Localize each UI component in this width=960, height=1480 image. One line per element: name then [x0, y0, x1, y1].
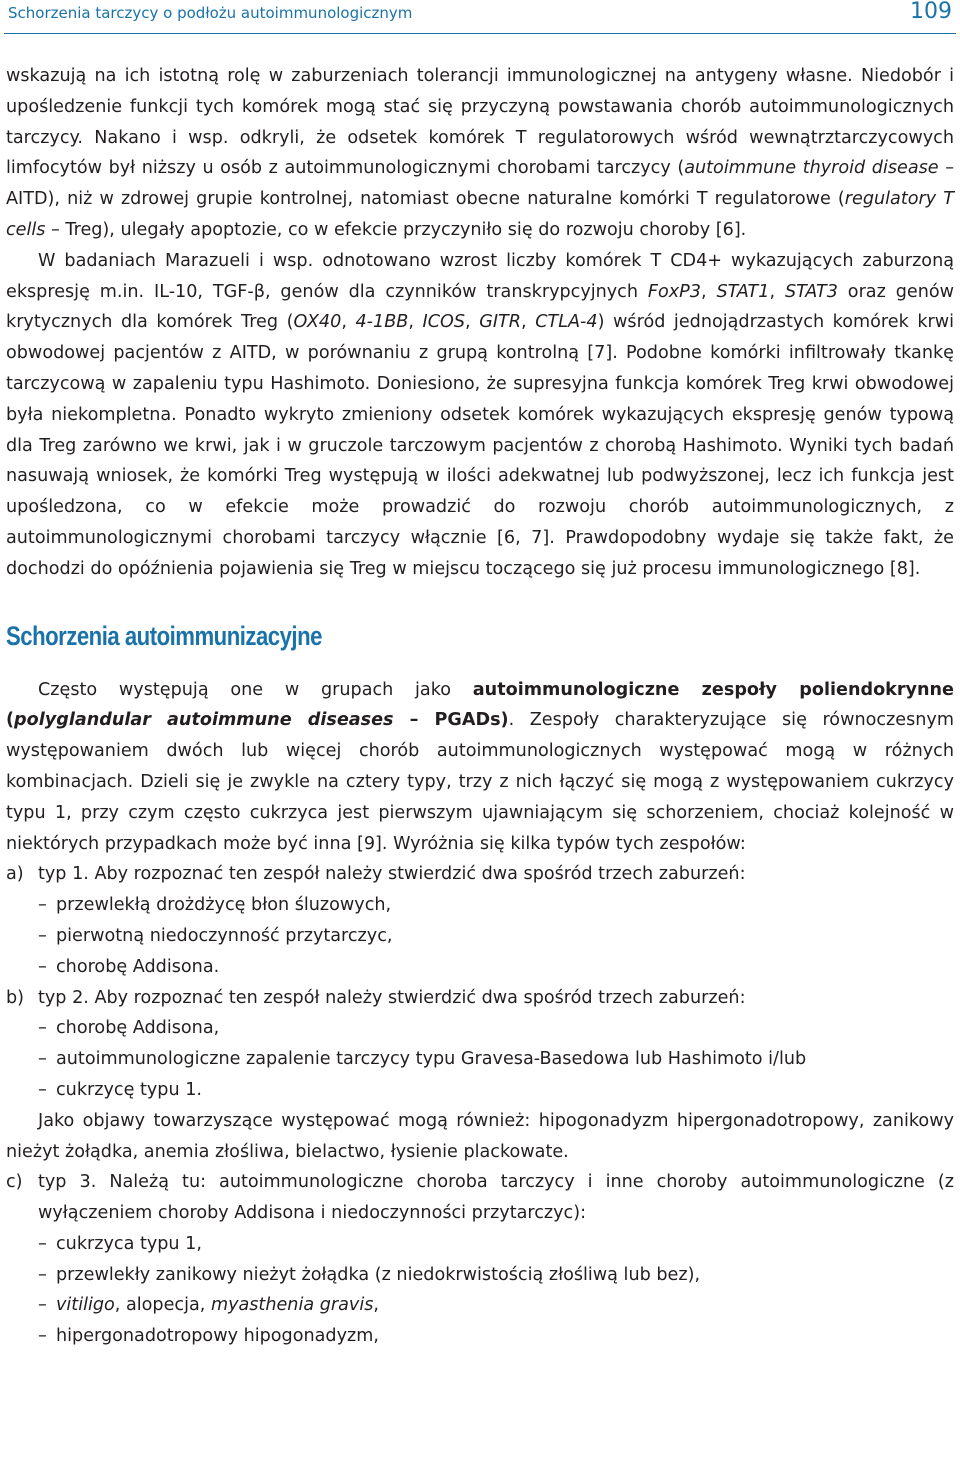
text-run: , alopecja, [114, 1295, 211, 1316]
list-label: c) [6, 1172, 23, 1193]
text-run: Często występują one w grupach jako [38, 679, 473, 700]
paragraph-3 [6, 675, 954, 860]
text-run: , [701, 281, 717, 302]
list-text: typ 2. Aby rozpoznać ten zespół należy stwierdzić dwa spośród trzech zaburzeń: [38, 987, 746, 1008]
type-c-heading [6, 1167, 954, 1229]
gene-name: ICOS [422, 312, 466, 333]
bold-term: autoimmunologiczne zespoły poliendokrynne ( [6, 679, 954, 731]
text-run: ) wśród jednojądrzastych komórek krwi obwodowej pacjentów z AITD, w porównaniu z grupą kontrolną [7]. Podobne komórki infiltrowały tkankę tarczycową w zapaleniu typu Hashimoto. Doniesiono, że supresyjna funkcja komórek Treg krwi obwodowej była niekompletna. Ponadto wykryto zmieniony odsetek komórek wykazujących ekspresję genów typową dla Treg zarówno we krwi, jak i w gruczole tarczowym pacjentów z chorobą Hashimoto. Wyniki tych badań nasuwają wniosek, że komórki Treg występują w ilości adekwatnej lub podwyższonej, lecz ich funkcja jest upośledzona, co w efekcie może prowadzić do rozwoju chorób autoimmunologicznych, z autoimmunologicznymi chorobami tarczycy włącznie [6, 7]. Prawdopodobny wydaje się także fakt, że dochodzi do opóźnienia pojawienia się Treg w miejscu toczącego się już procesu immunologicznego [8]. [6, 312, 955, 579]
text-run: wskazują na ich istotną rolę w zaburzeniach tolerancji immunologicznej na antygeny własne. Niedobór i upośledzenie funkcji tych komórek mogą stać się przyczyną powstawania chorób autoimmunologicznych tarczycy. Nakano i wsp. odkryli, że odsetek komórek T regulatorowych wśród wewnątrztarczycowych limfocytów był niższy u osób z autoimmunologicznymi chorobami tarczycy ( [6, 66, 954, 179]
italic-term: regulatory T cells [6, 189, 954, 240]
paragraph-1 [6, 61, 954, 246]
list-label: a) [6, 864, 24, 885]
list-item: – przewlekły zanikowy nieżyt żołądka (z niedokrwistością złośliwą lub bez), [6, 1260, 954, 1291]
page-header [0, 0, 960, 34]
italic-term: vitiligo [56, 1295, 115, 1316]
gene-name: FoxP3 [647, 281, 701, 302]
gene-name: 4-1BB [355, 312, 409, 333]
list-text: typ 1. Aby rozpoznać ten zespół należy stwierdzić dwa spośród trzech zaburzeń: [38, 864, 746, 885]
gene-name: OX40 [293, 312, 342, 333]
text-run: , [465, 312, 480, 333]
bold-italic-term: polyglandular autoimmune diseases [14, 710, 394, 731]
italic-term: myasthenia gravis [210, 1295, 374, 1316]
list-item: – autoimmunologiczne zapalenie tarczycy typu Gravesa-Basedowa lub Hashimoto i/lub [6, 1044, 954, 1075]
running-title: Schorzenia tarczycy o podłożu autoimmunologicznym [8, 4, 413, 22]
page-number: 109 [910, 0, 952, 24]
list-text: typ 3. Należą tu: autoimmunologiczne choroba tarczycy i inne choroby autoimmunologiczne (z wyłączeniem choroby Addisona i niedoczynności przytarczyc): [38, 1172, 954, 1224]
text-run: W badaniach Marazueli i wsp. odnotowano wzrost liczby komórek T CD4+ wykazujących zaburzoną ekspresję m.in. IL-10, TGF-β, genów dla czynników transkrypcyjnych [6, 250, 954, 302]
list-item [6, 1290, 954, 1321]
list-item: – chorobę Addisona. [6, 952, 954, 983]
paragraph-2 [6, 246, 954, 585]
type-b-list [6, 1013, 954, 1105]
article-body [6, 61, 954, 1352]
text-run: , [769, 281, 785, 302]
text-run: , [521, 312, 536, 333]
type-b-note: Jako objawy towarzyszące występować mogą również: hipogonadyzm hipergonadotropowy, zanikowy nieżyt żołądka, anemia złośliwa, bielactwo, łysienie plackowate. [6, 1110, 954, 1162]
bold-term: – PGADs) [393, 710, 509, 731]
list-item: – cukrzyca typu 1, [6, 1229, 954, 1260]
type-b-heading [6, 983, 954, 1014]
section-heading: Schorzenia autoimmunizacyjne [6, 620, 322, 651]
text-run: , [373, 1295, 379, 1316]
header-rule [4, 33, 956, 34]
text-run: , [408, 312, 423, 333]
text-run: , [341, 312, 356, 333]
gene-name: CTLA-4 [535, 312, 598, 333]
type-c-list [6, 1229, 954, 1352]
gene-name: STAT1 [716, 281, 770, 302]
list-item: – przewlekłą drożdżycę błon śluzowych, [6, 890, 954, 921]
gene-name: STAT3 [784, 281, 838, 302]
text-run: – AITD), niż w zdrowej grupie kontrolnej, natomiast obecne naturalne komórki T regulatorowe ( [6, 158, 955, 210]
italic-term: autoimmune thyroid disease [684, 158, 939, 179]
list-item: – cukrzycę typu 1. [6, 1075, 954, 1106]
list-item: – hipergonadotropowy hipogonadyzm, [6, 1321, 954, 1352]
list-label: b) [6, 987, 25, 1008]
text-run: – Treg), ulegały apoptozie, co w efekcie przyczyniło się do rozwoju choroby [6]. [45, 219, 747, 240]
type-a-heading [6, 859, 954, 890]
text-run: . Zespoły charakteryzujące się równoczesnym występowaniem dwóch lub więcej chorób autoimmunologicznych występować mogą w różnych kombinacjach. Dzieli się je zwykle na cztery typy, trzy z nich łączyć się mogą z występowaniem cukrzycy typu 1, przy czym często cukrzyca jest pierwszym ujawniającym się schorzeniem, chociaż kolejność w niektórych przypadkach może być inna [9]. Wyróżnia się kilka typów tych zespołów: [6, 710, 954, 854]
list-item: – pierwotną niedoczynność przytarczyc, [6, 921, 954, 952]
type-a-list [6, 890, 954, 982]
gene-name: GITR [479, 312, 522, 333]
list-item: – chorobę Addisona, [6, 1013, 954, 1044]
text-run: oraz genów krytycznych dla komórek Treg ( [6, 281, 954, 333]
